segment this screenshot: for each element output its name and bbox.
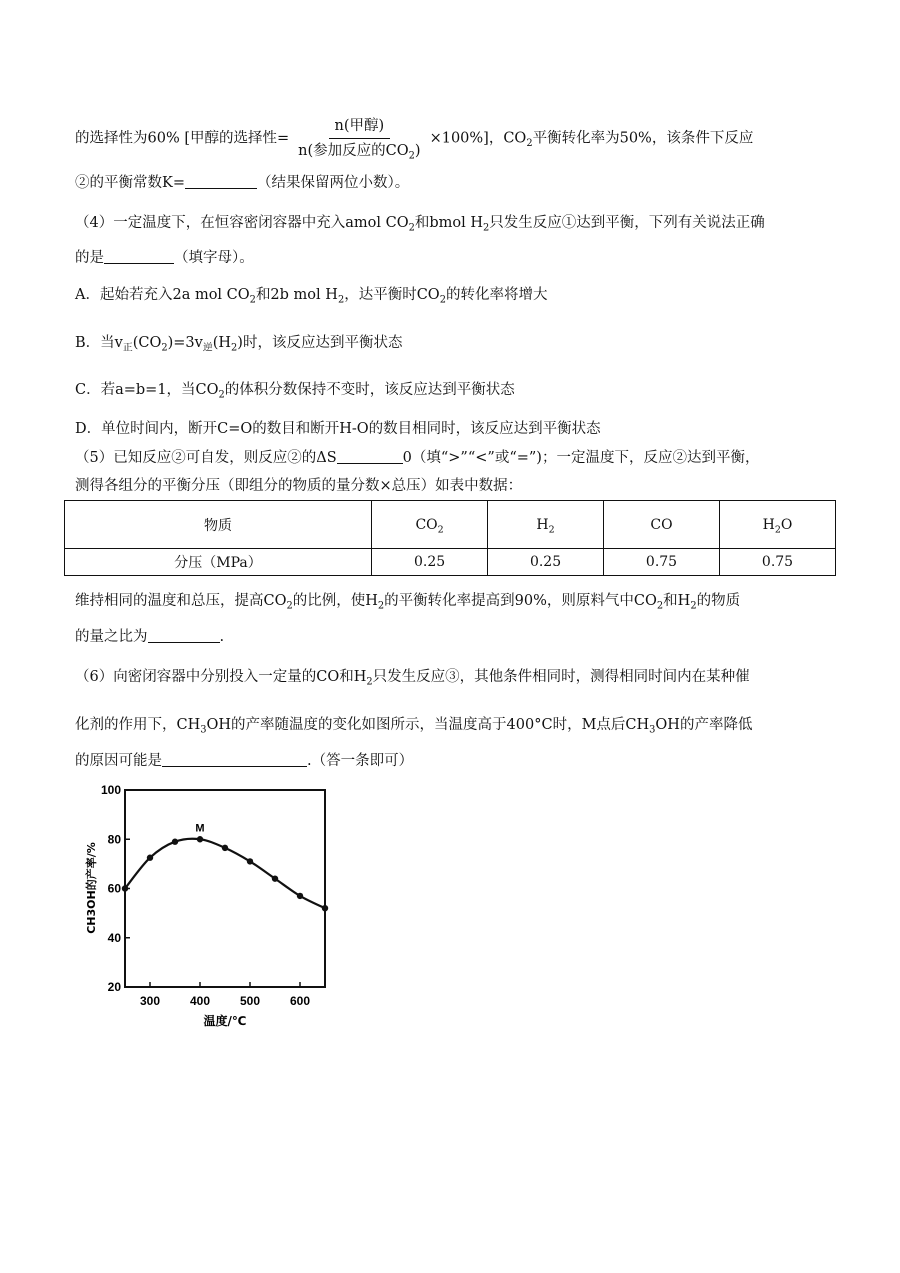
x-tick-label: 500 bbox=[239, 994, 261, 1008]
text-line-6: 测得各组分的平衡分压（即组分的物质的量分数×总压）如表中数据： bbox=[75, 478, 523, 494]
y-tick-label: 100 bbox=[100, 783, 121, 797]
data-point bbox=[272, 875, 278, 881]
y-axis-label: CH3OH的产率/% bbox=[85, 842, 98, 934]
question-4: （4）一定温度下，在恒容密闭容器中充入amol $CO_2$和bmol $H_2$只发生反应①达到平衡，下列有关说法正确 bbox=[75, 215, 765, 234]
x-tick-label: 300 bbox=[139, 994, 161, 1008]
y-tick-label: 40 bbox=[107, 930, 121, 945]
option-b: B．当$v_正(CO_2)=3v_逆(H_2)$时，该反应达到平衡状态 bbox=[75, 335, 403, 354]
selectivity-fraction: $\frac{\text{n(甲醇)}}{n(参加反应的CO_2)}$ bbox=[298, 118, 421, 162]
table-header-cell: $CO_2$ bbox=[372, 501, 488, 549]
y-tick-label: 20 bbox=[107, 980, 121, 994]
data-point bbox=[147, 855, 153, 861]
x-axis-label: 温度/℃ bbox=[203, 1014, 247, 1028]
x-tick-label: 400 bbox=[189, 994, 211, 1008]
answer-blank-reason[interactable] bbox=[162, 752, 307, 767]
data-point bbox=[197, 836, 203, 842]
table-header-cell: 物质 bbox=[65, 501, 372, 549]
plot-frame bbox=[125, 790, 325, 987]
answer-blank-ds[interactable] bbox=[337, 449, 403, 464]
text-line-8: 的量之比为 . bbox=[75, 629, 225, 645]
table-row-label: 分压（MPa） bbox=[65, 549, 372, 576]
y-tick-label: 80 bbox=[107, 832, 121, 847]
table-header-row bbox=[65, 501, 836, 549]
text-line-2: ②的平衡常数K= （结果保留两位小数）。 bbox=[75, 175, 410, 191]
data-point bbox=[172, 839, 178, 845]
data-point bbox=[222, 845, 228, 851]
answer-blank-ratio[interactable] bbox=[148, 628, 220, 643]
table-cell: 0.25 bbox=[372, 549, 488, 576]
point-label-m: M bbox=[195, 822, 205, 835]
text-line-7: 维持相同的温度和总压，提高$CO_2$的比例，使$H_2$的平衡转化率提高到90%，则原料气中$CO_2$和$H_2$的物质 bbox=[75, 593, 741, 612]
table-header-cell: $H_2$ bbox=[488, 501, 604, 549]
data-point bbox=[322, 905, 328, 911]
text-line-4: 的是 （填字母）。 bbox=[75, 250, 254, 266]
y-tick-label: 60 bbox=[107, 881, 121, 896]
data-point bbox=[297, 893, 303, 899]
text-line-1: 的选择性为60% [甲醇的选择性= $\frac{\text{n(甲醇)}}{n(参加反应的CO_2)}$ ×100%]，$CO_2$平衡转化率为50%，该条件下反应 bbox=[75, 118, 754, 162]
text-line-10: 化剂的作用下，$CH_3OH$的产率随温度的变化如图所示，当温度高于400°C时，M点后$CH_3OH$的产率降低 bbox=[75, 717, 753, 736]
yield-temperature-chart bbox=[60, 775, 350, 1035]
table-header-cell: CO bbox=[604, 501, 720, 549]
option-d: D．单位时间内，断开C=O的数目和断开H-O的数目相同时，该反应达到平衡状态 bbox=[75, 421, 601, 437]
question-5: （5）已知反应②可自发，则反应②的ΔS 0（填“>”“<”或“=”)；一定温度下，反应②达到平衡， bbox=[75, 450, 760, 466]
table-cell: 0.25 bbox=[488, 549, 604, 576]
table-cell: 0.75 bbox=[604, 549, 720, 576]
x-tick-label: 600 bbox=[289, 994, 311, 1008]
table-cell: 0.75 bbox=[720, 549, 836, 576]
answer-blank-k[interactable] bbox=[185, 174, 257, 189]
option-a: A．起始若充入2a mol $CO_2$和2b mol $H_2$，达平衡时$CO_2$的转化率将增大 bbox=[75, 287, 548, 306]
option-c: C．若a=b=1，当$CO_2$的体积分数保持不变时，该反应达到平衡状态 bbox=[75, 382, 515, 401]
table-row bbox=[65, 549, 836, 576]
answer-blank-4[interactable] bbox=[104, 249, 174, 264]
text-line-11: 的原因可能是 .（答一条即可） bbox=[75, 753, 414, 769]
question-6: （6）向密闭容器中分别投入一定量的CO和$H_2$只发生反应③，其他条件相同时，测得相同时间内在某种催 bbox=[75, 669, 750, 688]
table-header-cell: $H_2O$ bbox=[720, 501, 836, 549]
data-point bbox=[247, 858, 253, 864]
partial-pressure-table bbox=[64, 500, 836, 576]
